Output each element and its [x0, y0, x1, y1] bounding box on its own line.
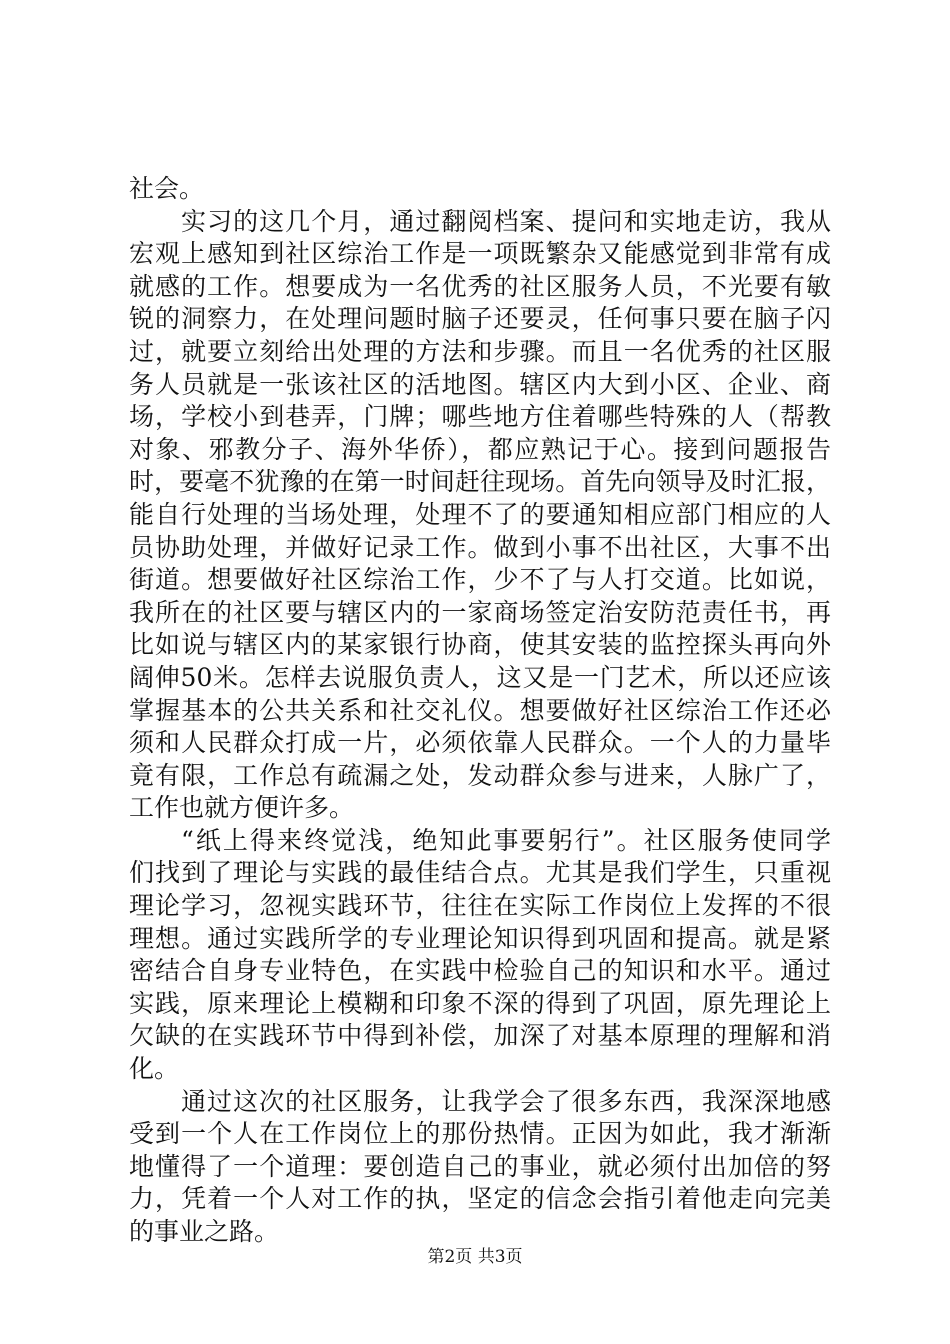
text-line: 我所在的社区要与辖区内的一家商场签定治安防范责任书，再	[129, 597, 831, 627]
text-line: 实践，原来理论上模糊和印象不深的得到了巩固，原先理论上	[129, 988, 831, 1018]
text-line: 通过这次的社区服务，让我学会了很多东西，我深深地感	[181, 1086, 831, 1116]
text-line: 力，凭着一个人对工作的执，坚定的信念会指引着他走向完美	[129, 1184, 831, 1214]
text-line: 须和人民群众打成一片，必须依靠人民群众。一个人的力量毕	[129, 728, 831, 758]
text-line: 就感的工作。想要成为一名优秀的社区服务人员，不光要有敏	[129, 271, 831, 301]
text-line: 们找到了理论与实践的最佳结合点。尤其是我们学生，只重视	[129, 858, 831, 888]
text-line: 街道。想要做好社区综治工作，少不了与人打交道。比如说，	[129, 565, 831, 595]
text-line: 场，学校小到巷弄，门牌；哪些地方住着哪些特殊的人（帮教	[129, 402, 831, 432]
text-line: 宏观上感知到社区综治工作是一项既繁杂又能感觉到非常有成	[129, 239, 831, 269]
text-line: 过，就要立刻给出处理的方法和步骤。而且一名优秀的社区服	[129, 336, 831, 366]
text-line: 阔伸50米。怎样去说服负责人，这又是一门艺术，所以还应该	[129, 662, 831, 692]
text-line: 时，要毫不犹豫的在第一时间赶往现场。首先向领导及时汇报，	[129, 467, 831, 497]
text-line: 社会。	[129, 174, 205, 203]
text-line: 地懂得了一个道理：要创造自己的事业，就必须付出加倍的努	[129, 1151, 831, 1181]
text-line: 员协助处理，并做好记录工作。做到小事不出社区，大事不出	[129, 532, 831, 562]
text-line: 理论学习，忽视实践环节，往往在实际工作岗位上发挥的不很	[129, 891, 831, 921]
text-line: 掌握基本的公共关系和社交礼仪。想要做好社区综治工作还必	[129, 695, 831, 725]
text-line: 密结合自身专业特色，在实践中检验自己的知识和水平。通过	[129, 956, 831, 986]
text-line: 理想。通过实践所学的专业理论知识得到巩固和提高。就是紧	[129, 923, 831, 953]
text-line: 竟有限，工作总有疏漏之处，发动群众参与进来，人脉广了，	[129, 760, 831, 790]
text-line: 工作也就方便许多。	[129, 793, 355, 823]
text-line: 受到一个人在工作岗位上的那份热情。正因为如此，我才渐渐	[129, 1119, 831, 1149]
text-line: “纸上得来终觉浅，绝知此事要躬行”。社区服务使同学	[181, 825, 831, 855]
text-line: 的事业之路。	[129, 1217, 280, 1246]
text-line: 化。	[129, 1054, 180, 1084]
text-line: 锐的洞察力，在处理问题时脑子还要灵，任何事只要在脑子闪	[129, 304, 831, 334]
text-line: 对象、邪教分子、海外华侨），都应熟记于心。接到问题报告	[129, 434, 831, 464]
text-line: 比如说与辖区内的某家银行协商，使其安装的监控探头再向外	[129, 630, 831, 660]
text-line: 实习的这几个月，通过翻阅档案、提问和实地走访，我从	[181, 206, 831, 236]
page-number-label: 第2页 共3页	[427, 1247, 523, 1267]
document-body	[129, 173, 831, 1249]
page-footer	[0, 1242, 950, 1267]
text-line: 务人员就是一张该社区的活地图。辖区内大到小区、企业、商	[129, 369, 831, 399]
text-line: 欠缺的在实践环节中得到补偿，加深了对基本原理的理解和消	[129, 1021, 831, 1051]
text-line: 能自行处理的当场处理，处理不了的要通知相应部门相应的人	[129, 499, 831, 529]
